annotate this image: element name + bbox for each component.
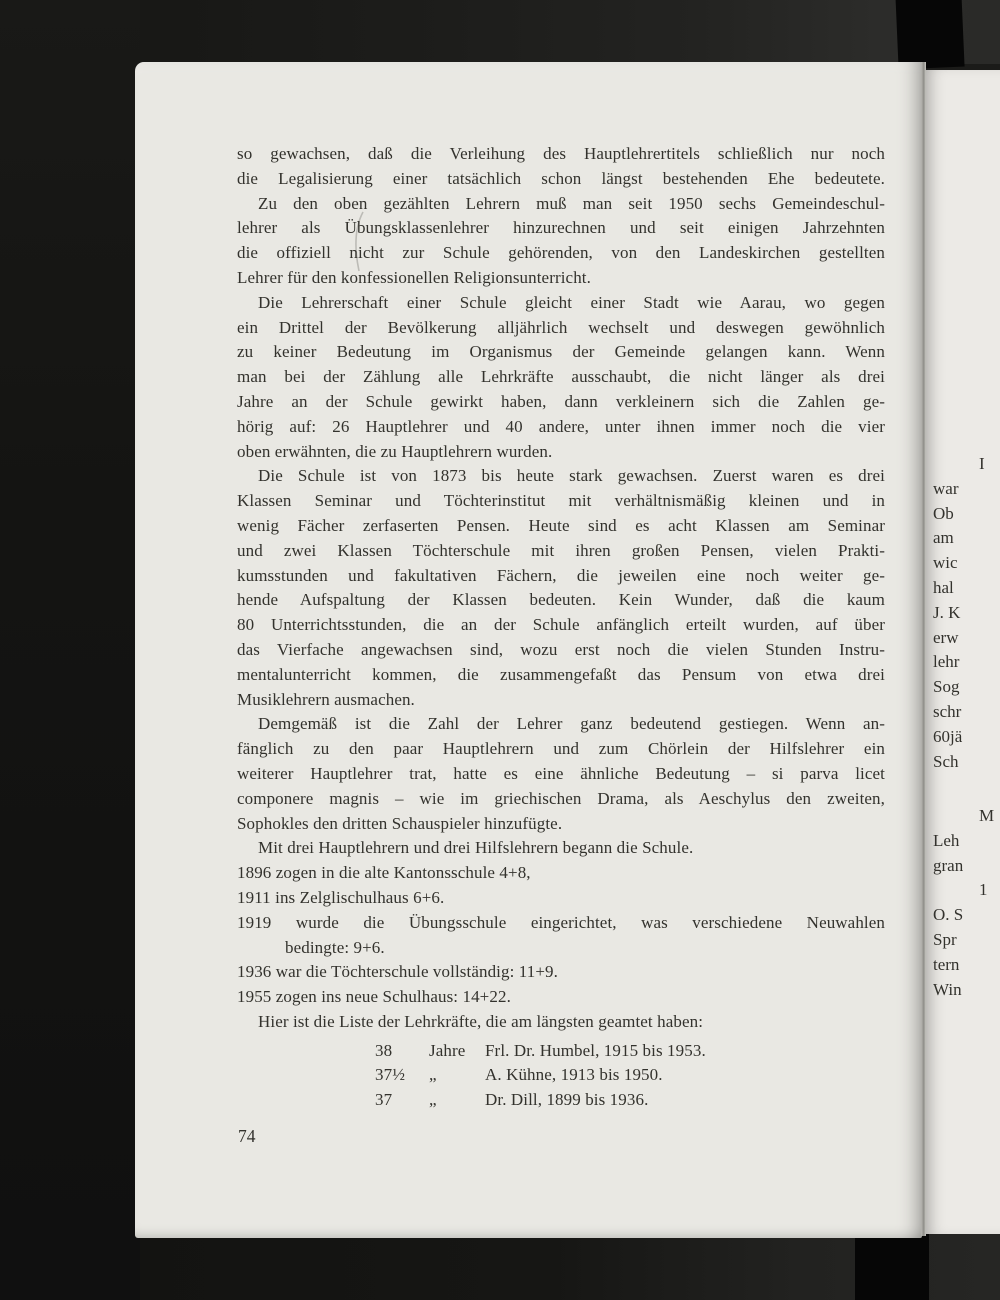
service-years: 37½ [375, 1065, 406, 1085]
text-line: Mit drei Hauptlehrern und drei Hilfslehrern begann die Schule. [258, 838, 694, 858]
text-line: Jahre an der Schule gewirkt haben, dann verkleinern sich die Zahlen ge- [237, 391, 885, 411]
right-page-line-fragment: Win [933, 979, 962, 999]
text-line: wenig Fächer zerfaserten Pensen. Heute sind es acht Klassen am Seminar [237, 515, 885, 535]
text-line: Demgemäß ist die Zahl der Lehrer ganz bedeutend gestiegen. Wenn an- [258, 714, 885, 734]
service-entry: Dr. Dill, 1899 bis 1936. [485, 1090, 649, 1110]
text-line: mentalunterricht kommen, die zusammengefaßt das Pensum von etwa drei [237, 664, 885, 684]
service-years: 38 [375, 1040, 393, 1060]
right-page-line-fragment: erw [933, 627, 959, 647]
text-line: Die Schule ist von 1873 bis heute stark gewachsen. Zuerst waren es drei [258, 466, 885, 486]
page-text-block [237, 142, 885, 1113]
text-line: die offiziell nicht zur Schule gehörenden, von den Landeskirchen gestellten [237, 243, 885, 263]
text-line: oben erwähnten, die zu Hauptlehrern wurden. [237, 441, 553, 461]
text-line: Lehrer für den konfessionellen Religionsunterricht. [237, 267, 591, 287]
black-strap-top [895, 0, 964, 69]
text-line: das Vierfache angewachsen sind, wozu erst noch die vielen Stunden Instru- [237, 639, 885, 659]
right-fragments-block2 [933, 804, 1000, 1002]
text-line: ein Drittel der Bevölkerung alljährlich wechselt und deswegen gewöhnlich [237, 317, 885, 337]
black-strap-bottom [855, 1234, 929, 1300]
right-page-line-fragment: wic [933, 553, 958, 573]
text-line: die Legalisierung einer tatsächlich schon längst bestehenden Ehe bedeutete. [237, 168, 885, 188]
text-line: 1919 wurde die Übungsschule eingerichtet, was verschiedene Neuwahlen [237, 912, 885, 932]
service-ditto-mark: „ [429, 1090, 437, 1110]
right-page-line-fragment: Sog [933, 677, 960, 697]
text-line: Zu den oben gezählten Lehrern muß man seit 1950 sechs Gemeindeschul- [258, 193, 885, 213]
text-line: weiterer Hauptlehrer trat, hatte es eine ähnliche Bedeutung – si parva licet [237, 763, 885, 783]
scan-background-top [0, 0, 1000, 64]
right-page-line-fragment: Leh [933, 830, 960, 850]
text-line: fänglich zu den paar Hauptlehrern und zum Chörlein der Hilfslehrer ein [237, 739, 885, 759]
right-page [926, 70, 1000, 1234]
text-line: 1936 war die Töchterschule vollständig: 11+9. [237, 962, 558, 982]
text-line: hörig auf: 26 Hauptlehrer und 40 andere, unter ihnen immer noch die vier [237, 416, 885, 436]
page-text-lines [237, 142, 885, 1035]
scan-background-bottom [0, 1232, 1000, 1300]
right-page-line-fragment: 60jä [933, 726, 963, 746]
page-number: 74 [238, 1126, 256, 1146]
text-line: zu keiner Bedeutung im Organismus der Gemeinde gelangen kann. Wenn [237, 342, 885, 362]
text-line: 1896 zogen in die alte Kantonsschule 4+8, [237, 863, 531, 883]
service-entry: Frl. Dr. Humbel, 1915 bis 1953. [485, 1040, 706, 1060]
text-line: hende Aufspaltung der Klassen bedeuten. Kein Wunder, daß die kaum [237, 590, 885, 610]
right-page-line-fragment: schr [933, 701, 962, 721]
text-line: man bei der Zählung alle Lehrkräfte ausschaubt, die nicht länger als drei [237, 367, 885, 387]
service-ditto-mark: „ [429, 1065, 437, 1085]
text-line: und zwei Klassen Töchterschule mit ihren großen Pensen, vielen Prakti- [237, 540, 885, 560]
right-fragments-block1 [933, 452, 1000, 774]
text-line: Klassen Seminar und Töchterinstitut mit verhältnismäßig kleinen und in [237, 491, 885, 511]
right-page-line-fragment: J. K [933, 602, 961, 622]
text-line: kumsstunden und fakultativen Fächern, die jeweilen eine noch weiter ge- [237, 565, 885, 585]
right-page-line-fragment: Ob [933, 503, 954, 523]
right-page-line-fragment: war [933, 478, 959, 498]
right-page-line-fragment: O. S [933, 905, 964, 925]
text-line: Sophokles den dritten Schauspieler hinzufügte. [237, 813, 563, 833]
right-page-line-fragment: tern [933, 954, 960, 974]
service-list-row [375, 1063, 885, 1088]
service-entry: A. Kühne, 1913 bis 1950. [485, 1065, 663, 1085]
right-page-line-fragment: hal [933, 577, 954, 597]
right-page-line-fragment: am [933, 528, 954, 548]
right-page-line-fragment: Sch [933, 751, 959, 771]
right-page-line-fragment: M [979, 806, 995, 825]
service-years: 37 [375, 1090, 393, 1110]
text-line: lehrer als Übungsklassenlehrer hinzurechnen und seit einigen Jahrzehnten [237, 218, 885, 238]
scan-background-left [0, 0, 140, 1300]
service-list-row [375, 1039, 885, 1064]
service-list [375, 1039, 885, 1113]
text-line: Musiklehrern ausmachen. [237, 689, 415, 709]
text-line: 1911 ins Zelglischulhaus 6+6. [237, 887, 445, 907]
right-page-line-fragment: I [979, 454, 985, 473]
text-line: componere magnis – wie im griechischen Drama, als Aeschylus den zweiten, [237, 788, 885, 808]
text-line: Hier ist die Liste der Lehrkräfte, die am längsten geamtet haben: [258, 1011, 704, 1031]
text-line: 80 Unterrichtsstunden, die an der Schule anfänglich erteilt wurden, auf über [237, 615, 885, 635]
text-line: Die Lehrerschaft einer Schule gleicht einer Stadt wie Aarau, wo gegen [258, 292, 885, 312]
right-page-line-fragment: lehr [933, 652, 960, 672]
service-list-row [375, 1088, 885, 1113]
right-page-line-fragment: gran [933, 855, 964, 875]
right-page-line-fragment: Spr [933, 929, 957, 949]
service-ditto-mark: Jahre [429, 1040, 466, 1060]
text-line: so gewachsen, daß die Verleihung des Hauptlehrertitels schließlich nur noch [237, 144, 885, 163]
text-line: 1955 zogen ins neue Schulhaus: 14+22. [237, 987, 511, 1007]
right-page-line-fragment: 1 [979, 880, 988, 900]
text-line: bedingte: 9+6. [285, 937, 385, 957]
